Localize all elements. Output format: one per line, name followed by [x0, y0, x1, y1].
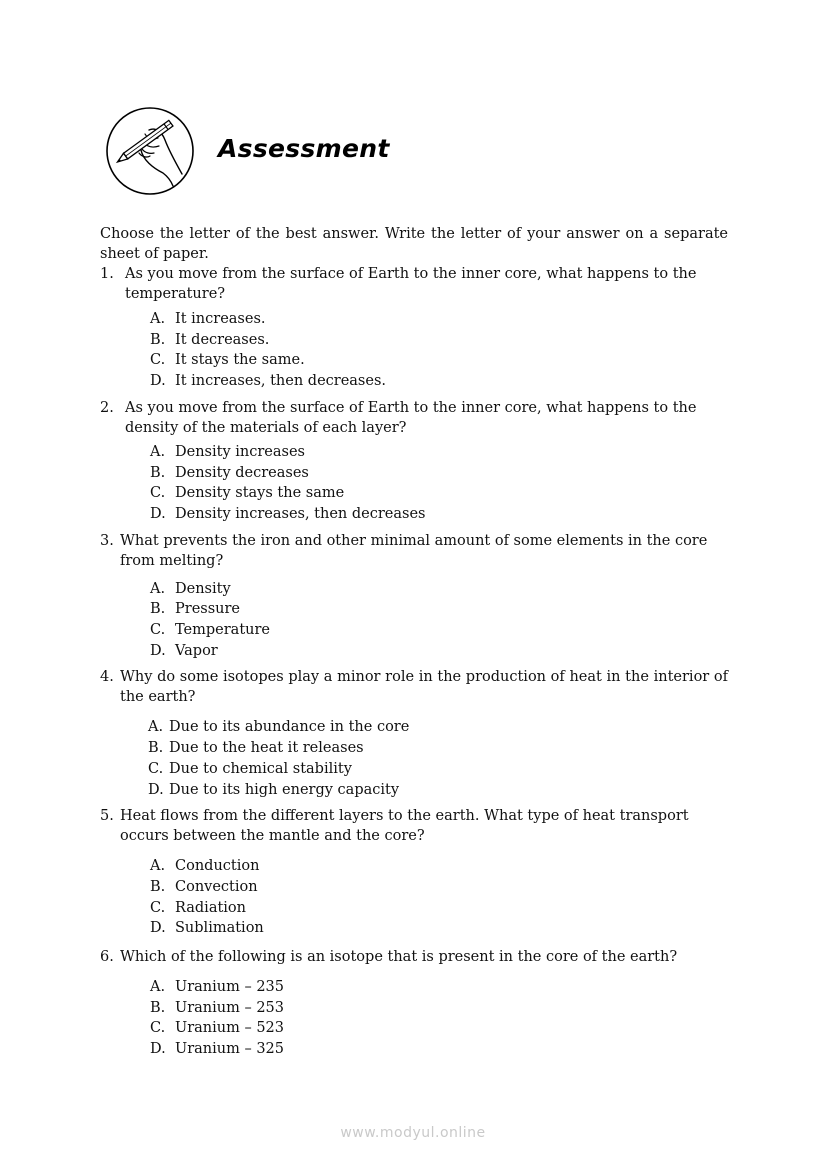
option-text: Convection — [175, 878, 258, 895]
option-letter: D. — [150, 373, 166, 390]
option-item — [100, 1039, 728, 1060]
option-letter: B. — [150, 999, 166, 1016]
option-letter: A. — [150, 858, 166, 875]
option-item — [100, 350, 728, 371]
option-text: Pressure — [175, 601, 241, 618]
option-letter: D. — [150, 505, 166, 522]
option-letter: A. — [150, 443, 166, 460]
options-3 — [100, 579, 728, 662]
question-text: Why do some isotopes play a minor role in the production of heat in the interior of the earth? — [120, 669, 728, 706]
option-letter: A. — [150, 311, 166, 327]
options-2 — [100, 442, 728, 525]
page-title: Assessment — [218, 134, 390, 163]
question-text: Which of the following is an isotope that is present in the core of the earth? — [120, 949, 678, 966]
option-text: It stays the same. — [175, 352, 305, 369]
option-text: Due to the heat it releases — [169, 740, 364, 757]
option-text: Sublimation — [175, 920, 264, 937]
option-text: Vapor — [175, 642, 218, 659]
option-item — [100, 599, 728, 620]
options-6 — [100, 977, 728, 1060]
option-text: It increases, then decreases. — [175, 373, 387, 390]
option-text: It decreases. — [175, 331, 270, 348]
option-text: Radiation — [175, 899, 246, 916]
question-1 — [100, 264, 728, 304]
watermark: www.modyul.online — [340, 1125, 486, 1141]
option-item — [100, 463, 728, 484]
option-item — [100, 759, 728, 780]
option-text: Density — [175, 580, 231, 597]
option-letter: A. — [148, 719, 164, 736]
question-6 — [100, 947, 728, 967]
option-letter: D. — [150, 920, 166, 937]
option-text: Density increases — [175, 443, 305, 460]
option-letter: B. — [150, 601, 166, 618]
option-item — [100, 717, 728, 738]
option-item — [100, 998, 728, 1019]
instructions: Choose the letter of the best answer. Write the letter of your answer on a separate sheet of paper. — [100, 226, 728, 262]
option-text: Uranium – 235 — [175, 979, 285, 996]
option-item — [100, 918, 728, 939]
option-item — [100, 330, 728, 351]
option-letter: D. — [148, 781, 164, 798]
question-number: 2. — [100, 399, 114, 416]
option-text: Uranium – 523 — [175, 1020, 285, 1037]
option-text: Uranium – 325 — [175, 1041, 285, 1058]
option-item — [100, 504, 728, 525]
option-letter: C. — [150, 1020, 166, 1037]
option-letter: A. — [150, 580, 166, 597]
options-1 — [100, 309, 728, 392]
option-text: Due to its abundance in the core — [169, 719, 410, 736]
question-text: Heat flows from the different layers to the earth. What type of heat transport occurs between the mantle and the core? — [120, 808, 689, 845]
option-text: Density stays the same — [175, 485, 345, 502]
option-letter: B. — [150, 331, 166, 348]
question-2 — [100, 398, 728, 438]
option-item — [100, 620, 728, 641]
option-letter: D. — [150, 1041, 166, 1058]
option-letter: A. — [150, 979, 166, 996]
options-4 — [100, 717, 728, 800]
option-text: Uranium – 253 — [175, 999, 285, 1016]
option-item — [100, 977, 728, 998]
option-text: It increases. — [175, 311, 266, 327]
option-item — [100, 856, 728, 877]
option-text: Due to its high energy capacity — [169, 781, 400, 798]
option-item — [100, 579, 728, 600]
question-number: 1. — [100, 266, 114, 282]
option-item — [100, 442, 728, 463]
options-5 — [100, 856, 728, 939]
option-item — [100, 738, 728, 759]
question-number: 5. — [100, 808, 114, 825]
option-letter: B. — [150, 878, 166, 895]
option-item — [100, 309, 728, 330]
option-item — [100, 641, 728, 662]
pencil-hand-icon — [105, 106, 195, 196]
option-letter: C. — [150, 622, 166, 639]
option-letter: B. — [148, 740, 164, 757]
question-text: As you move from the surface of Earth to the inner core, what happens to the temperature? — [125, 266, 697, 302]
option-text: Density decreases — [175, 464, 309, 481]
question-number: 4. — [100, 669, 114, 686]
option-item — [100, 898, 728, 919]
option-letter: C. — [150, 485, 166, 502]
question-number: 3. — [100, 532, 114, 549]
option-item — [100, 371, 728, 392]
option-letter: B. — [150, 464, 166, 481]
question-number: 6. — [100, 949, 114, 966]
question-text: What prevents the iron and other minimal amount of some elements in the core from melting? — [120, 532, 708, 569]
section-header — [0, 0, 826, 210]
question-text: As you move from the surface of Earth to the inner core, what happens to the density of the materials of each layer? — [125, 399, 697, 436]
question-4 — [100, 667, 728, 707]
option-item — [100, 1018, 728, 1039]
option-letter: C. — [148, 760, 164, 777]
option-item — [100, 877, 728, 898]
assessment-content — [100, 224, 728, 1060]
option-text: Density increases, then decreases — [175, 505, 426, 522]
option-text: Temperature — [175, 622, 270, 639]
option-text: Conduction — [175, 858, 260, 875]
question-3 — [100, 531, 728, 571]
option-item — [100, 780, 728, 801]
option-item — [100, 483, 728, 504]
option-letter: C. — [150, 899, 166, 916]
option-letter: C. — [150, 352, 166, 369]
option-letter: D. — [150, 642, 166, 659]
option-text: Due to chemical stability — [169, 760, 352, 777]
question-5 — [100, 806, 728, 846]
